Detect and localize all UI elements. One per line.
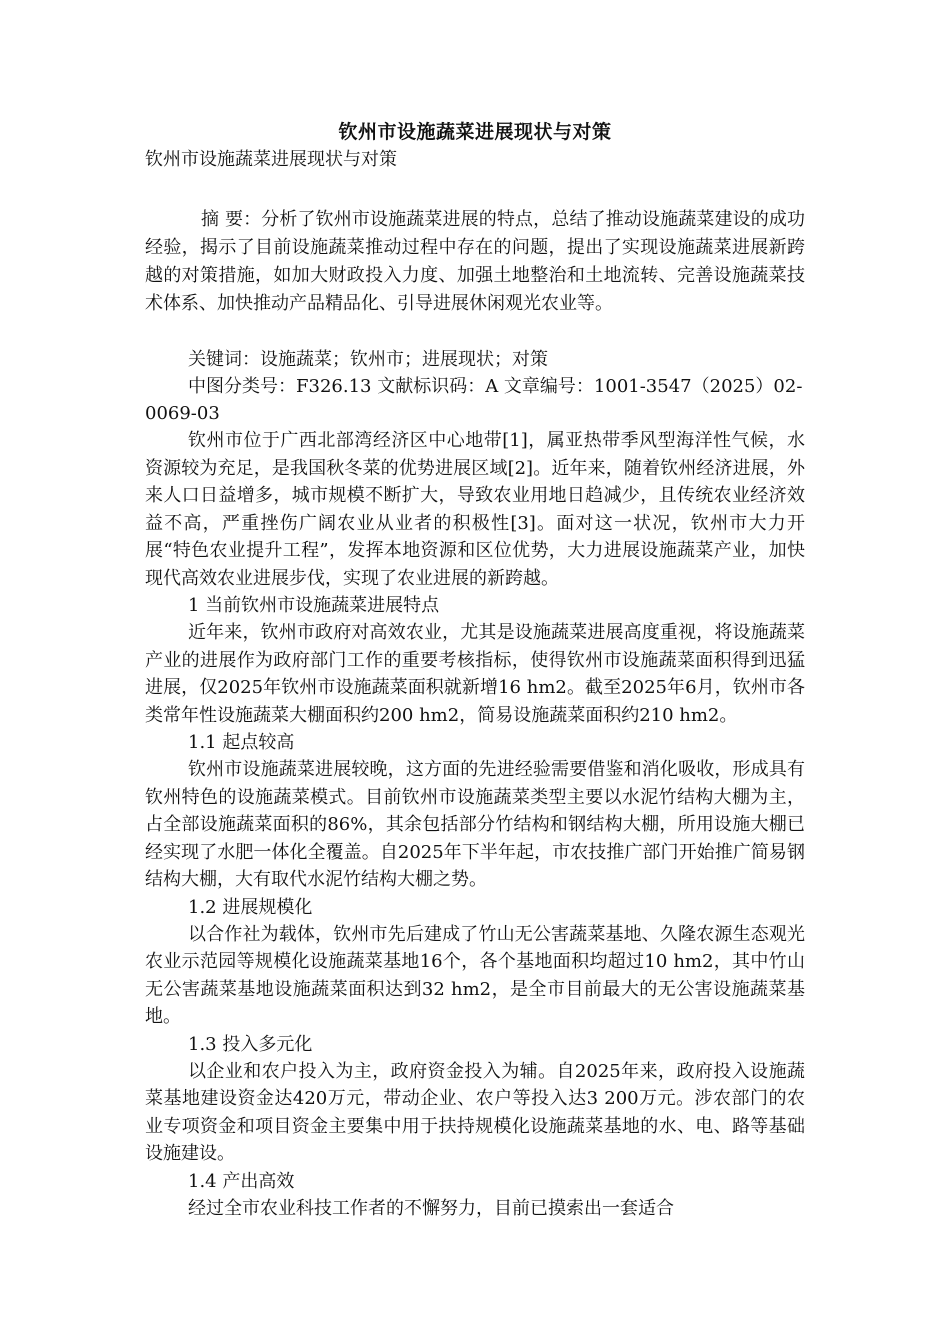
abstract-paragraph: 摘 要：分析了钦州市设施蔬菜进展的特点，总结了推动设施蔬菜建设的成功经验，揭示了目前设施蔬菜推动过程中存在的问题，提出了实现设施蔬菜进展新跨越的对策措施，如加大财政投入力度、加强土地整治和土地流转、完善设施蔬菜技术体系、加快推动产品精品化、引导进展休闲观光农业等。 [145, 209, 805, 314]
document-title: 钦州市设施蔬菜进展现状与对策 [338, 121, 612, 143]
section-1-1-paragraph: 钦州市设施蔬菜进展较晚，这方面的先进经验需要借鉴和消化吸收，形成具有钦州特色的设施蔬菜模式。目前钦州市设施蔬菜类型主要以水泥竹结构大棚为主，占全部设施蔬菜面积的86%，其余包括部分竹结构和钢结构大棚，所用设施大棚已经实现了水肥一体化全覆盖。自2025年下半年起，市农技推广部门开始推广简易钢结构大棚，大有取代水泥竹结构大棚之势。 [145, 759, 805, 890]
section-1-3-heading: 1.3 投入多元化 [188, 1033, 313, 1055]
intro-paragraph: 钦州市位于广西北部湾经济区中心地带[1]，属亚热带季风型海洋性气候，水资源较为充足，是我国秋冬菜的优势进展区域[2]。近年来，随着钦州经济进展，外来人口日益增多，城市规模不断扩大，导致农业用地日趋减少，且传统农业经济效益不高，严重挫伤广阔农业从业者的积极性[3]。面对这一状况，钦州市大力开展“特色农业提升工程”，发挥本地资源和区位优势，大力进展设施蔬菜产业，加快现代高效农业进展步伐，实现了农业进展的新跨越。 [145, 430, 805, 589]
section-1-2-paragraph: 以合作社为载体，钦州市先后建成了竹山无公害蔬菜基地、久隆农源生态观光农业示范园等规模化设施蔬菜基地16个，各个基地面积均超过10 hm2，其中竹山无公害蔬菜基地设施蔬菜面积达到32 hm2，是全市目前最大的无公害设施蔬菜基地。 [145, 923, 805, 1027]
section-1-4-heading: 1.4 产出高效 [188, 1170, 295, 1192]
section-1-3-paragraph: 以企业和农户投入为主，政府资金投入为辅。自2025年来，政府投入设施蔬菜基地建设资金达420万元，带动企业、农户等投入达3 200万元。涉农部门的农业专项资金和项目资金主要集中用于扶持规模化设施蔬菜基地的水、电、路等基础设施建设。 [145, 1060, 805, 1164]
section-1-heading: 1 当前钦州市设施蔬菜进展特点 [188, 595, 440, 616]
document-page [145, 118, 805, 1222]
section-1-1-heading: 1.1 起点较高 [188, 732, 295, 753]
section-1-2-heading: 1.2 进展规模化 [188, 896, 313, 918]
classification-line: 中图分类号：F326.13 文献标识码：A 文章编号：1001-3547（2025）02-0069-03 [145, 376, 803, 424]
keywords-line: 关键词：设施蔬菜；钦州市；进展现状；对策 [188, 349, 548, 370]
section-1-4-paragraph: 经过全市农业科技工作者的不懈努力，目前已摸索出一套适合 [188, 1197, 674, 1219]
document-subtitle: 钦州市设施蔬菜进展现状与对策 [145, 149, 397, 170]
section-1-paragraph: 近年来，钦州市政府对高效农业，尤其是设施蔬菜进展高度重视，将设施蔬菜产业的进展作为政府部门工作的重要考核指标，使得钦州市设施蔬菜面积得到迅猛进展，仅2025年钦州市设施蔬菜面积就新增16 hm2。截至2025年6月，钦州市各类常年性设施蔬菜大棚面积约200 hm2，简易设施蔬菜面积约210 hm2。 [145, 622, 805, 726]
